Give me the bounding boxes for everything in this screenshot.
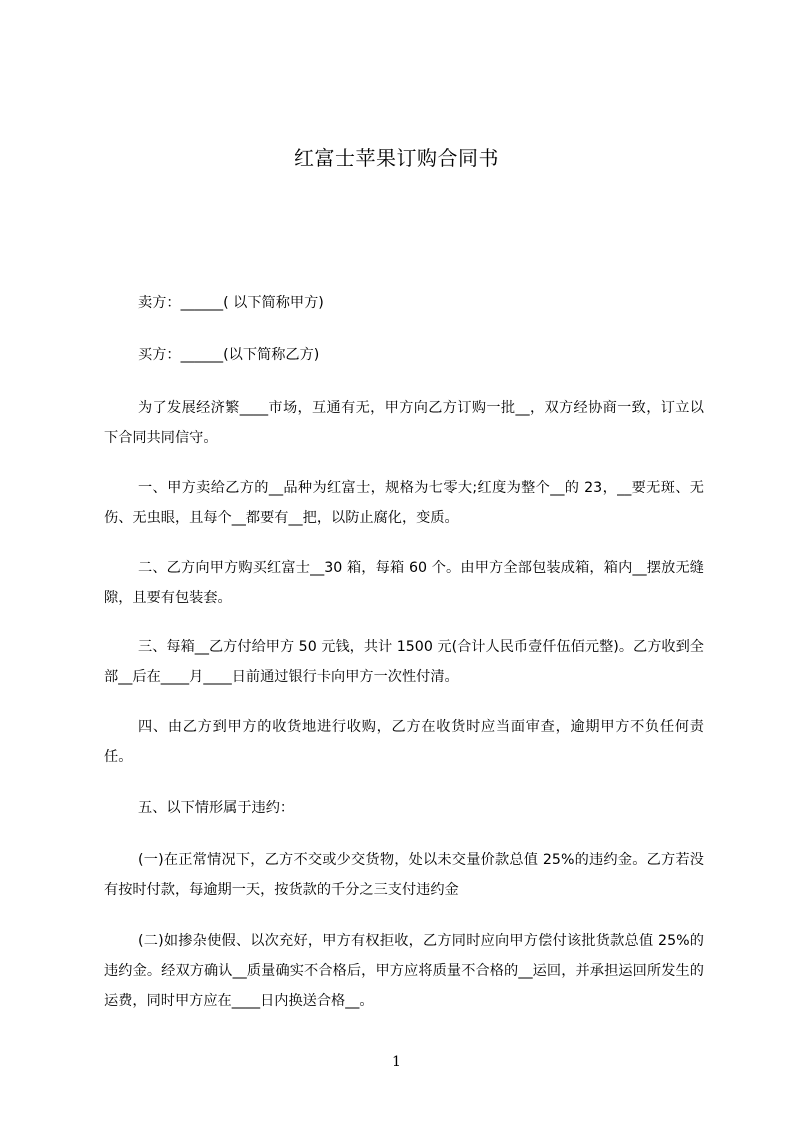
page-number: 1 bbox=[392, 1054, 401, 1070]
buyer-line: 买方：______(以下简称乙方) bbox=[138, 347, 320, 363]
intro-paragraph: 为了发展经济繁____市场，互通有无，甲方向乙方订购一批__，双方经协商一致，订立以下合同共同信守。 bbox=[104, 400, 704, 446]
seller-line: 卖方：______( 以下简称甲方) bbox=[138, 295, 324, 311]
clause-2: 二、乙方向甲方购买红富士__30 箱，每箱 60 个。由甲方全部包装成箱，箱内__摆放无缝隙，且要有包装套。 bbox=[104, 560, 704, 606]
sub-clause-2: (二)如掺杂使假、以次充好，甲方有权拒收，乙方同时应向甲方偿付该批货款总值 25%的违约金。经双方确认__质量确实不合格后，甲方应将质量不合格的__运回，并承担运回所发生的运费，同时甲方应在____日内换送合格__。 bbox=[104, 933, 704, 1009]
clause-3: 三、每箱__乙方付给甲方 50 元钱，共计 1500 元(合计人民币壹仟伍佰元整)。乙方收到全部__后在____月____日前通过银行卡向甲方一次性付清。 bbox=[104, 639, 704, 685]
document-title: 红富士苹果订购合同书 bbox=[294, 146, 499, 170]
clause-5: 五、以下情形属于违约： bbox=[138, 800, 295, 816]
sub-clause-1: (一)在正常情况下，乙方不交或少交货物，处以未交量价款总值 25%的违约金。乙方若没有按时付款，每逾期一天，按货款的千分之三支付违约金 bbox=[104, 852, 704, 898]
clause-4: 四、由乙方到甲方的收货地进行收购，乙方在收货时应当面审查，逾期甲方不负任何责任。 bbox=[104, 719, 704, 765]
clause-1: 一、甲方卖给乙方的__品种为红富士，规格为七零大;红度为整个__的 23，__要无斑、无伤、无虫眼，且每个__都要有__把，以防止腐化，变质。 bbox=[104, 480, 704, 526]
